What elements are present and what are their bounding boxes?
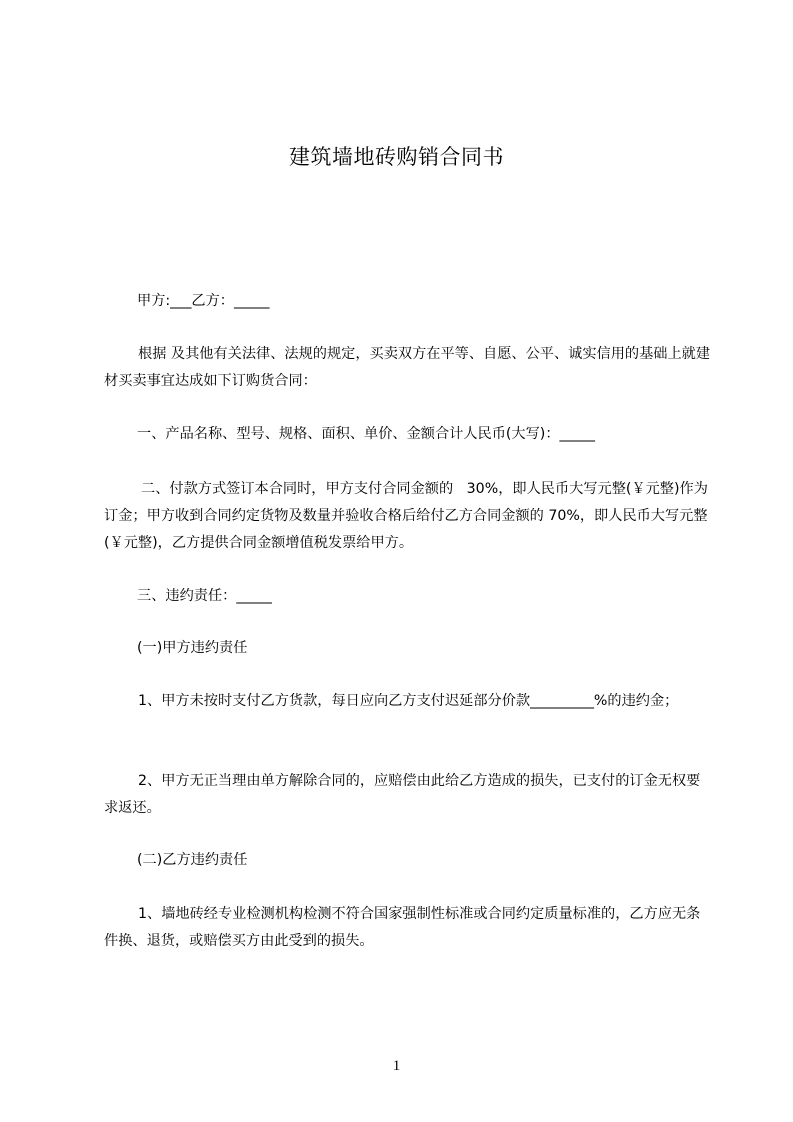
document-title: 建筑墙地砖购销合同书 xyxy=(289,145,504,169)
clause-liability: 三、违约责任：_____ xyxy=(137,588,272,604)
party-b-liability-item-1: 1、墙地砖经专业检测机构检测不符合国家强制性标准或合同约定质量标准的，乙方应无条件换、退货，或赔偿买方由此受到的损失。 xyxy=(104,906,701,949)
parties-line: 甲方:___乙方：_____ xyxy=(137,293,270,309)
clause-payment: 二、付款方式签订本合同时，甲方支付合同金额的 30%，即人民币大写元整(￥元整)作为订金；甲方收到合同约定货物及数量并验收合格后给付乙方合同金额的 70%，即人民币大写元整(￥元整)，乙方提供合同金额增值税发票给甲方。 xyxy=(104,481,708,551)
clause-product: 一、产品名称、型号、规格、面积、单价、金额合计人民币(大写)：_____ xyxy=(137,426,595,442)
party-b-liability-heading: (二)乙方违约责任 xyxy=(137,852,248,868)
party-a-liability-heading: (一)甲方违约责任 xyxy=(137,640,248,656)
party-a-liability-item-2: 2、甲方无正当理由单方解除合同的，应赔偿由此给乙方造成的损失，已支付的订金无权要求返还。 xyxy=(104,773,701,816)
page-number: 1 xyxy=(392,1058,401,1074)
intro-paragraph: 根据 及其他有关法律、法规的规定，买卖双方在平等、自愿、公平、诚实信用的基础上就建材买卖事宜达成如下订购货合同： xyxy=(104,346,711,389)
party-a-liability-item-1: 1、甲方未按时支付乙方货款，每日应向乙方支付迟延部分价款_________%的违约金； xyxy=(138,693,679,709)
